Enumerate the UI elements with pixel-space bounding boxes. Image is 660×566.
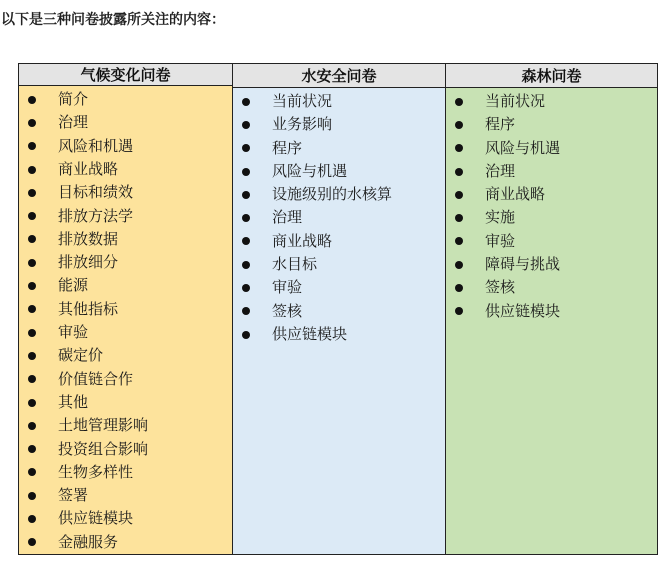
list-item — [19, 321, 232, 344]
bullet-icon — [28, 166, 36, 174]
bullet-icon — [28, 515, 36, 523]
list-item-label: 风险和机遇 — [58, 136, 134, 155]
list-item-label: 治理 — [485, 161, 516, 180]
list-item-label: 当前状况 — [272, 92, 333, 110]
bullet-icon — [455, 284, 463, 292]
bullet-icon — [28, 259, 36, 267]
list-item — [233, 113, 445, 136]
list-item-label: 目标和绩效 — [58, 183, 134, 202]
bullet-icon — [242, 307, 250, 315]
list-item-label: 其他 — [58, 392, 89, 411]
bullet-icon — [242, 168, 250, 176]
list-item-label: 排放方法学 — [58, 206, 134, 225]
list-item — [19, 274, 232, 297]
bullet-icon — [28, 142, 36, 150]
bullet-icon — [242, 98, 250, 106]
list-item — [233, 90, 445, 113]
list-item — [446, 230, 657, 253]
column-climate-change — [19, 64, 232, 554]
bullet-icon — [28, 235, 36, 243]
bullet-icon — [455, 237, 463, 245]
list-item — [19, 228, 232, 251]
list-item-label: 风险与机遇 — [272, 161, 348, 180]
bullet-icon — [242, 191, 250, 199]
bullet-icon — [242, 214, 250, 222]
bullet-icon — [28, 329, 36, 337]
bullet-icon — [28, 492, 36, 500]
list-item — [19, 484, 232, 507]
list-item-label: 审验 — [272, 278, 303, 297]
column-water-security — [232, 64, 445, 554]
list-item — [233, 206, 445, 229]
list-item — [19, 531, 232, 554]
bullet-icon — [28, 119, 36, 127]
list-item — [233, 253, 445, 276]
list-item — [233, 276, 445, 299]
list-item-label: 业务影响 — [272, 115, 333, 134]
column-body-forests — [446, 88, 657, 554]
list-item — [19, 298, 232, 321]
list-item-label: 签核 — [485, 278, 516, 297]
bullet-icon — [455, 98, 463, 106]
list-item — [446, 183, 657, 206]
column-header-water-security: 水安全问卷 — [233, 64, 445, 88]
list-item — [446, 113, 657, 136]
bullet-icon — [28, 212, 36, 220]
bullet-icon — [455, 214, 463, 222]
list-item-label: 治理 — [272, 208, 303, 227]
list-item — [19, 507, 232, 530]
list-item — [233, 300, 445, 323]
column-forests — [445, 64, 657, 554]
list-item — [19, 88, 232, 111]
bullet-icon — [28, 96, 36, 104]
list-item-label: 程序 — [485, 115, 516, 134]
bullet-icon — [28, 422, 36, 430]
list-item-label: 投资组合影响 — [58, 439, 149, 458]
list-item — [19, 391, 232, 414]
bullet-icon — [455, 144, 463, 152]
list-item-label: 商业战略 — [58, 159, 119, 178]
bullet-icon — [242, 144, 250, 152]
bullet-icon — [28, 375, 36, 383]
list-item — [19, 344, 232, 367]
list-item-label: 供应链模块 — [272, 324, 348, 343]
list-item-label: 签核 — [272, 301, 303, 320]
list-item — [19, 414, 232, 437]
bullet-icon — [28, 352, 36, 360]
bullet-icon — [455, 168, 463, 176]
list-item-label: 水目标 — [272, 255, 318, 274]
bullet-icon — [242, 331, 250, 339]
list-item — [233, 230, 445, 253]
bullet-icon — [242, 121, 250, 129]
list-item-label: 供应链模块 — [58, 509, 134, 528]
bullet-icon — [242, 284, 250, 292]
list-item — [233, 137, 445, 160]
list-item — [446, 276, 657, 299]
bullet-icon — [28, 468, 36, 476]
bullet-icon — [28, 538, 36, 546]
list-item-label: 供应链模块 — [485, 301, 561, 320]
list-item — [233, 160, 445, 183]
bullet-icon — [455, 121, 463, 129]
bullet-icon — [28, 445, 36, 453]
bullet-icon — [242, 261, 250, 269]
questionnaire-table — [18, 63, 658, 555]
list-item-label: 审验 — [58, 323, 89, 342]
bullet-icon — [455, 307, 463, 315]
water-security-list — [233, 90, 445, 346]
list-item — [446, 253, 657, 276]
list-item — [19, 461, 232, 484]
column-body-climate-change — [19, 86, 232, 554]
list-item-label: 能源 — [58, 276, 89, 295]
list-item — [446, 160, 657, 183]
list-item-label: 实施 — [485, 208, 516, 227]
bullet-icon — [455, 261, 463, 269]
bullet-icon — [455, 191, 463, 199]
list-item — [19, 368, 232, 391]
list-item-label: 价值链合作 — [58, 369, 134, 388]
list-item — [19, 181, 232, 204]
list-item-label: 碳定价 — [58, 346, 104, 365]
bullet-icon — [28, 189, 36, 197]
list-item-label: 简介 — [58, 90, 89, 109]
intro-text: 以下是三种问卷披露所关注的内容： — [1, 12, 225, 28]
list-item — [19, 251, 232, 274]
list-item — [446, 137, 657, 160]
list-item-label: 生物多样性 — [58, 462, 134, 481]
list-item-label: 排放数据 — [58, 229, 119, 248]
climate-change-list — [19, 88, 232, 554]
column-header-climate-change: 气候变化问卷 — [19, 64, 232, 86]
bullet-icon — [28, 399, 36, 407]
list-item-label: 设施级别的水核算 — [272, 185, 393, 204]
list-item-label: 金融服务 — [58, 532, 119, 551]
list-item-label: 障碍与挑战 — [485, 255, 561, 274]
bullet-icon — [28, 282, 36, 290]
list-item — [19, 135, 232, 158]
list-item — [19, 205, 232, 228]
list-item-label: 治理 — [58, 113, 89, 132]
list-item-label: 商业战略 — [272, 231, 333, 250]
list-item-label: 签署 — [58, 486, 89, 505]
list-item — [233, 323, 445, 346]
column-body-water-security — [233, 88, 445, 554]
list-item — [19, 158, 232, 181]
list-item-label: 当前状况 — [485, 92, 546, 110]
list-item — [446, 300, 657, 323]
list-item-label: 风险与机遇 — [485, 138, 561, 157]
bullet-icon — [242, 237, 250, 245]
bullet-icon — [28, 305, 36, 313]
list-item — [19, 111, 232, 134]
list-item — [446, 206, 657, 229]
list-item — [446, 90, 657, 113]
list-item-label: 程序 — [272, 138, 303, 157]
list-item-label: 商业战略 — [485, 185, 546, 204]
list-item-label: 审验 — [485, 231, 516, 250]
list-item — [233, 183, 445, 206]
column-header-forests: 森林问卷 — [446, 64, 657, 88]
forests-list — [446, 90, 657, 323]
list-item-label: 土地管理影响 — [58, 416, 149, 435]
list-item-label: 排放细分 — [58, 253, 119, 272]
list-item-label: 其他指标 — [58, 299, 119, 318]
list-item — [19, 438, 232, 461]
